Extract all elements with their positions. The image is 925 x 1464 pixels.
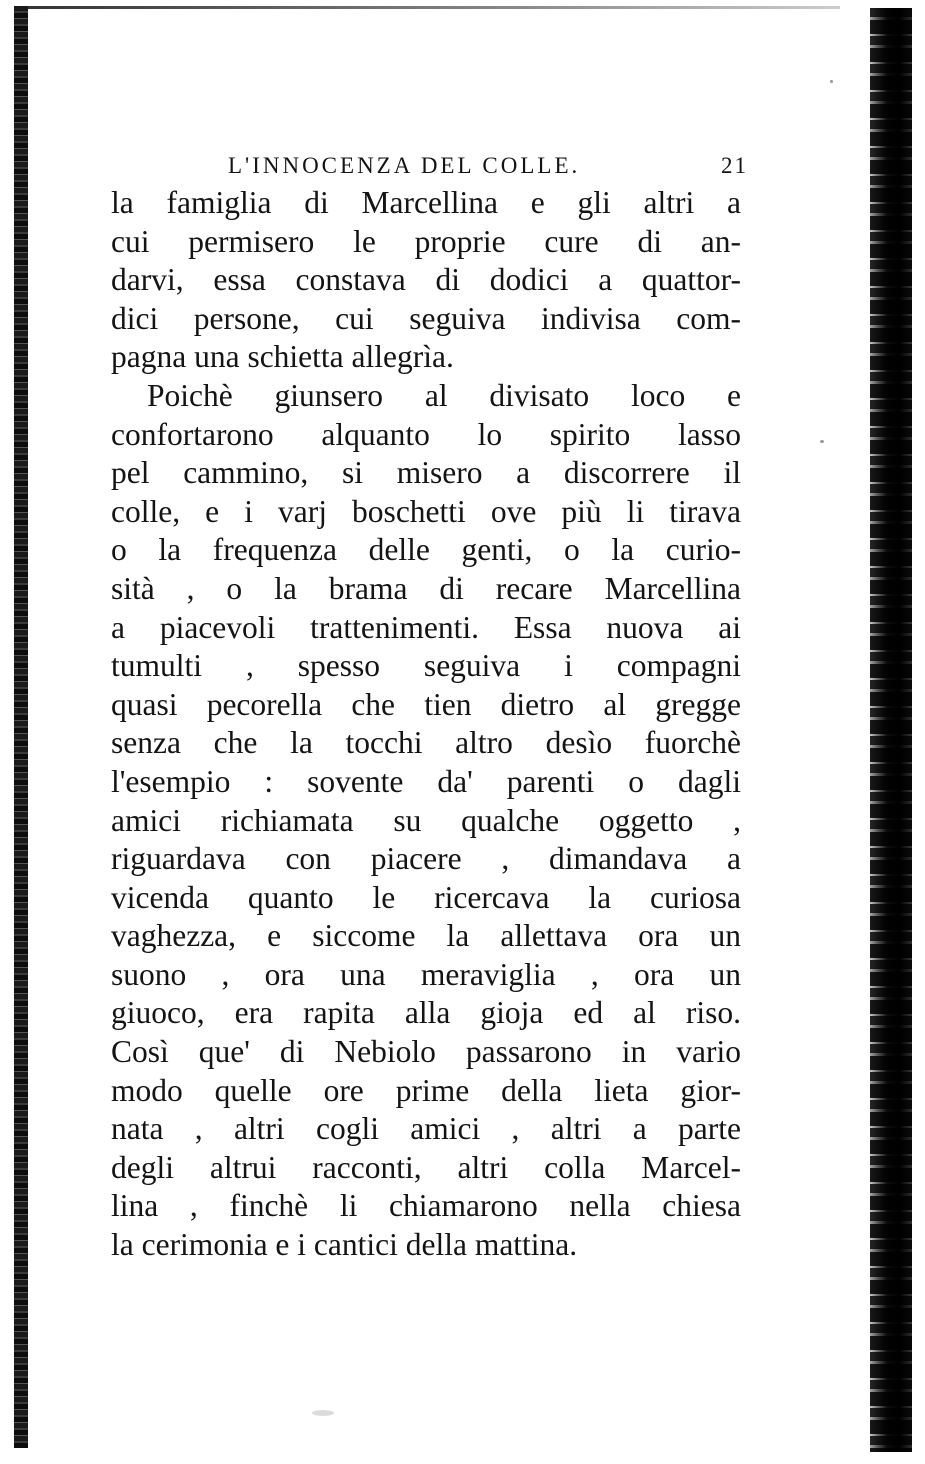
text-line: lina , finchè li chiamarono nella chiesa [111, 1188, 741, 1224]
running-title: L'INNOCENZA DEL COLLE. [228, 153, 581, 178]
text-line: Poichè giunsero al divisato loco e [147, 377, 741, 413]
text-line: sità , o la brama di recare Marcellina [111, 570, 741, 606]
text-line: Così que' di Nebiolo passarono in vario [111, 1034, 741, 1070]
body-text [111, 184, 741, 1265]
text-line: la famiglia di Marcellina e gli altri a [111, 185, 741, 220]
scan-top-edge [20, 6, 840, 9]
text-line: dici persone, cui seguiva indivisa com- [111, 300, 741, 336]
text-line: pagna una schietta allegrìa. [111, 339, 454, 375]
text-line: amici richiamata su qualche oggetto , [111, 802, 741, 838]
text-line: quasi pecorella che tien dietro al gregge [111, 686, 741, 722]
text-line: modo quelle ore prime della lieta gior- [111, 1072, 741, 1108]
scan-speck [820, 440, 824, 443]
scan-right-edge [870, 8, 912, 1452]
text-line: cui permisero le proprie cure di an- [111, 223, 741, 259]
running-header [228, 153, 748, 183]
text-line: degli altrui racconti, altri colla Marcel- [111, 1149, 741, 1185]
text-line: a piacevoli trattenimenti. Essa nuova ai [111, 609, 741, 645]
text-line: suono , ora una meraviglia , ora un [111, 956, 741, 992]
text-line: vicenda quanto le ricercava la curiosa [111, 879, 741, 915]
text-line: giuoco, era rapita alla gioja ed al riso. [111, 995, 741, 1031]
text-line: o la frequenza delle genti, o la curio- [111, 532, 741, 568]
text-line: riguardava con piacere , dimandava a [111, 841, 741, 877]
page-number: 21 [721, 153, 748, 178]
scan-speck [312, 1410, 334, 1416]
scan-left-edge [14, 6, 28, 1448]
text-line: vaghezza, e siccome la allettava ora un [111, 918, 741, 954]
text-line: l'esempio : sovente da' parenti o dagli [111, 763, 741, 799]
text-line: confortarono alquanto lo spirito lasso [111, 416, 741, 452]
text-line: pel cammino, si misero a discorrere il [111, 455, 741, 491]
text-line: nata , altri cogli amici , altri a parte [111, 1111, 741, 1147]
text-line: senza che la tocchi altro desìo fuorchè [111, 725, 741, 761]
text-line: darvi, essa constava di dodici a quattor- [111, 262, 741, 298]
scan-speck [830, 80, 833, 83]
text-line: la cerimonia e i cantici della mattina. [111, 1227, 578, 1263]
text-line: tumulti , spesso seguiva i compagni [111, 648, 741, 684]
text-line: colle, e i varj boschetti ove più li tirava [111, 493, 741, 529]
